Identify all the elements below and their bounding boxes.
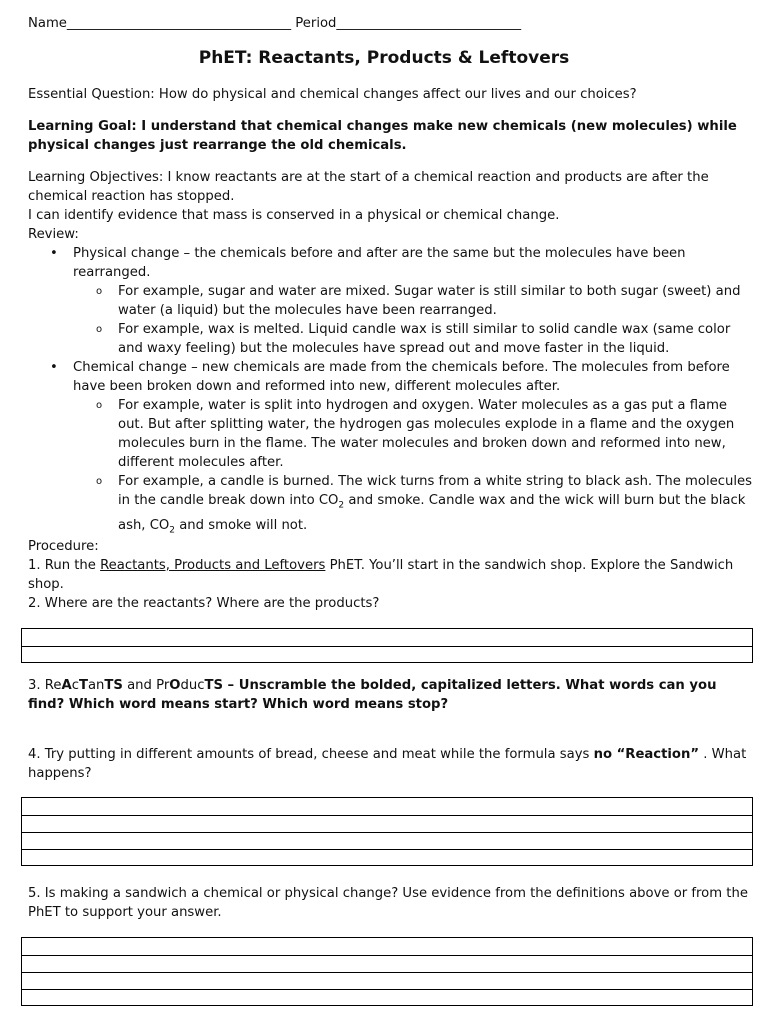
learning-objectives	[28, 168, 752, 540]
objective-1: Learning Objectives: I know reactants are at the start of a chemical reaction and products are after the chemical reaction has stopped.	[28, 170, 709, 204]
learning-goal: Learning Goal: I understand that chemical changes make new chemicals (new molecules) while physical changes just rearrange the old chemicals.	[28, 119, 737, 153]
answer-line[interactable]	[22, 972, 752, 989]
physical-change-text: Physical change – the chemicals before and after are the same but the molecules have been rearranged.	[73, 246, 686, 280]
chemical-example-2-part-b: and smoke. Candle wax and the wick will burn but the black ash, CO	[118, 493, 746, 533]
step1-text-b: PhET. You’ll start in the sandwich shop. Explore the Sandwich shop.	[28, 558, 734, 592]
page-title: PhET: Reactants, Products & Leftovers	[198, 48, 570, 68]
period-label: Period	[295, 16, 337, 31]
q3-frag: Re	[44, 678, 62, 693]
chemical-example-2	[73, 472, 752, 540]
answer-line[interactable]	[22, 989, 752, 1005]
answer-line[interactable]	[22, 646, 752, 662]
q4-bold-text: no “Reaction”	[593, 747, 700, 762]
q3-frag: O	[169, 678, 181, 693]
q3-frag: A	[61, 678, 72, 693]
name-label: Name	[28, 16, 67, 31]
answer-box-q5[interactable]	[21, 937, 753, 1006]
answer-line[interactable]	[22, 629, 752, 646]
answer-box-q4[interactable]	[21, 797, 753, 866]
answer-line[interactable]	[22, 832, 752, 849]
physical-examples	[73, 282, 752, 358]
question-5: 5. Is making a sandwich a chemical or physical change? Use evidence from the definitions above or from the PhET to support your answer.	[28, 886, 748, 920]
q3-frag: TS	[204, 678, 223, 693]
subscript-2: 2	[169, 525, 176, 536]
phet-link[interactable]: Reactants, Products and Leftovers	[100, 558, 326, 573]
subscript-2: 2	[338, 500, 345, 511]
essential-question: Essential Question: How do physical and chemical changes affect our lives and our choices?	[28, 87, 637, 102]
q3-number: 3.	[28, 678, 45, 693]
q3-frag: Pr	[156, 678, 170, 693]
chemical-change-text: Chemical change – new chemicals are made from the chemicals before. The molecules from before have been broken down and reformed into new, different molecules after.	[73, 360, 730, 394]
q3-frag: – Unscramble the bolded, capitalized letters. What words can you find? Which word means start? Which word means stop?	[28, 678, 717, 712]
q3-frag: an	[87, 678, 105, 693]
procedure-label: Procedure:	[28, 539, 99, 554]
chemical-example-1: o For example, water is split into hydrogen and oxygen. Water molecules as a gas put a flame out. But after splitting water, the hydrogen gas molecules explode in a flame and the oxygen molecules burn in the flame. The water molecules and broken down and reformed into new, different molecules after.	[73, 396, 752, 472]
step1-text-a: 1. Run the	[28, 558, 101, 573]
objective-2: I can identify evidence that mass is conserved in a physical or chemical change.	[28, 208, 560, 223]
chemical-example-2-part-c: and smoke will not.	[175, 517, 308, 533]
q3-frag: T	[78, 678, 88, 693]
procedure-section	[28, 537, 752, 613]
question-3	[28, 676, 752, 714]
answer-box-q2[interactable]	[21, 628, 753, 663]
q3-frag: c	[71, 678, 79, 693]
name-blank[interactable]: __________________________________	[66, 16, 292, 31]
chemical-examples	[73, 396, 752, 540]
physical-example-2: o For example, wax is melted. Liquid candle wax is still similar to solid candle wax (same color and waxy feeling) but the molecules have spread out and move faster in the liquid.	[73, 320, 752, 358]
answer-line[interactable]	[22, 938, 752, 955]
answer-line[interactable]	[22, 849, 752, 865]
answer-line[interactable]	[22, 815, 752, 832]
review-list	[28, 244, 752, 540]
header-line	[28, 14, 752, 33]
physical-change-item	[28, 244, 752, 358]
chemical-change-item	[28, 358, 752, 540]
procedure-step-1	[28, 556, 752, 594]
q3-frag: and	[122, 678, 157, 693]
q3-frag: TS	[104, 678, 123, 693]
physical-example-1: o For example, sugar and water are mixed. Sugar water is still similar to both sugar (sweet) and water (a liquid) but the molecules have been rearranged.	[73, 282, 752, 320]
review-label: Review:	[28, 227, 79, 242]
period-blank[interactable]: ____________________________	[336, 16, 522, 31]
q3-frag: duc	[180, 678, 205, 693]
answer-line[interactable]	[22, 798, 752, 815]
q4-text-b: . What happens?	[28, 747, 747, 781]
answer-line[interactable]	[22, 955, 752, 972]
q4-text-a: 4. Try putting in different amounts of bread, cheese and meat while the formula says	[28, 747, 594, 762]
chemical-example-2-part-a: For example, a candle is burned. The wick turns from a white string to black ash. The molecules in the candle break down into CO	[118, 474, 752, 508]
question-4	[28, 745, 752, 783]
procedure-step-2: 2. Where are the reactants? Where are the products?	[28, 596, 380, 611]
